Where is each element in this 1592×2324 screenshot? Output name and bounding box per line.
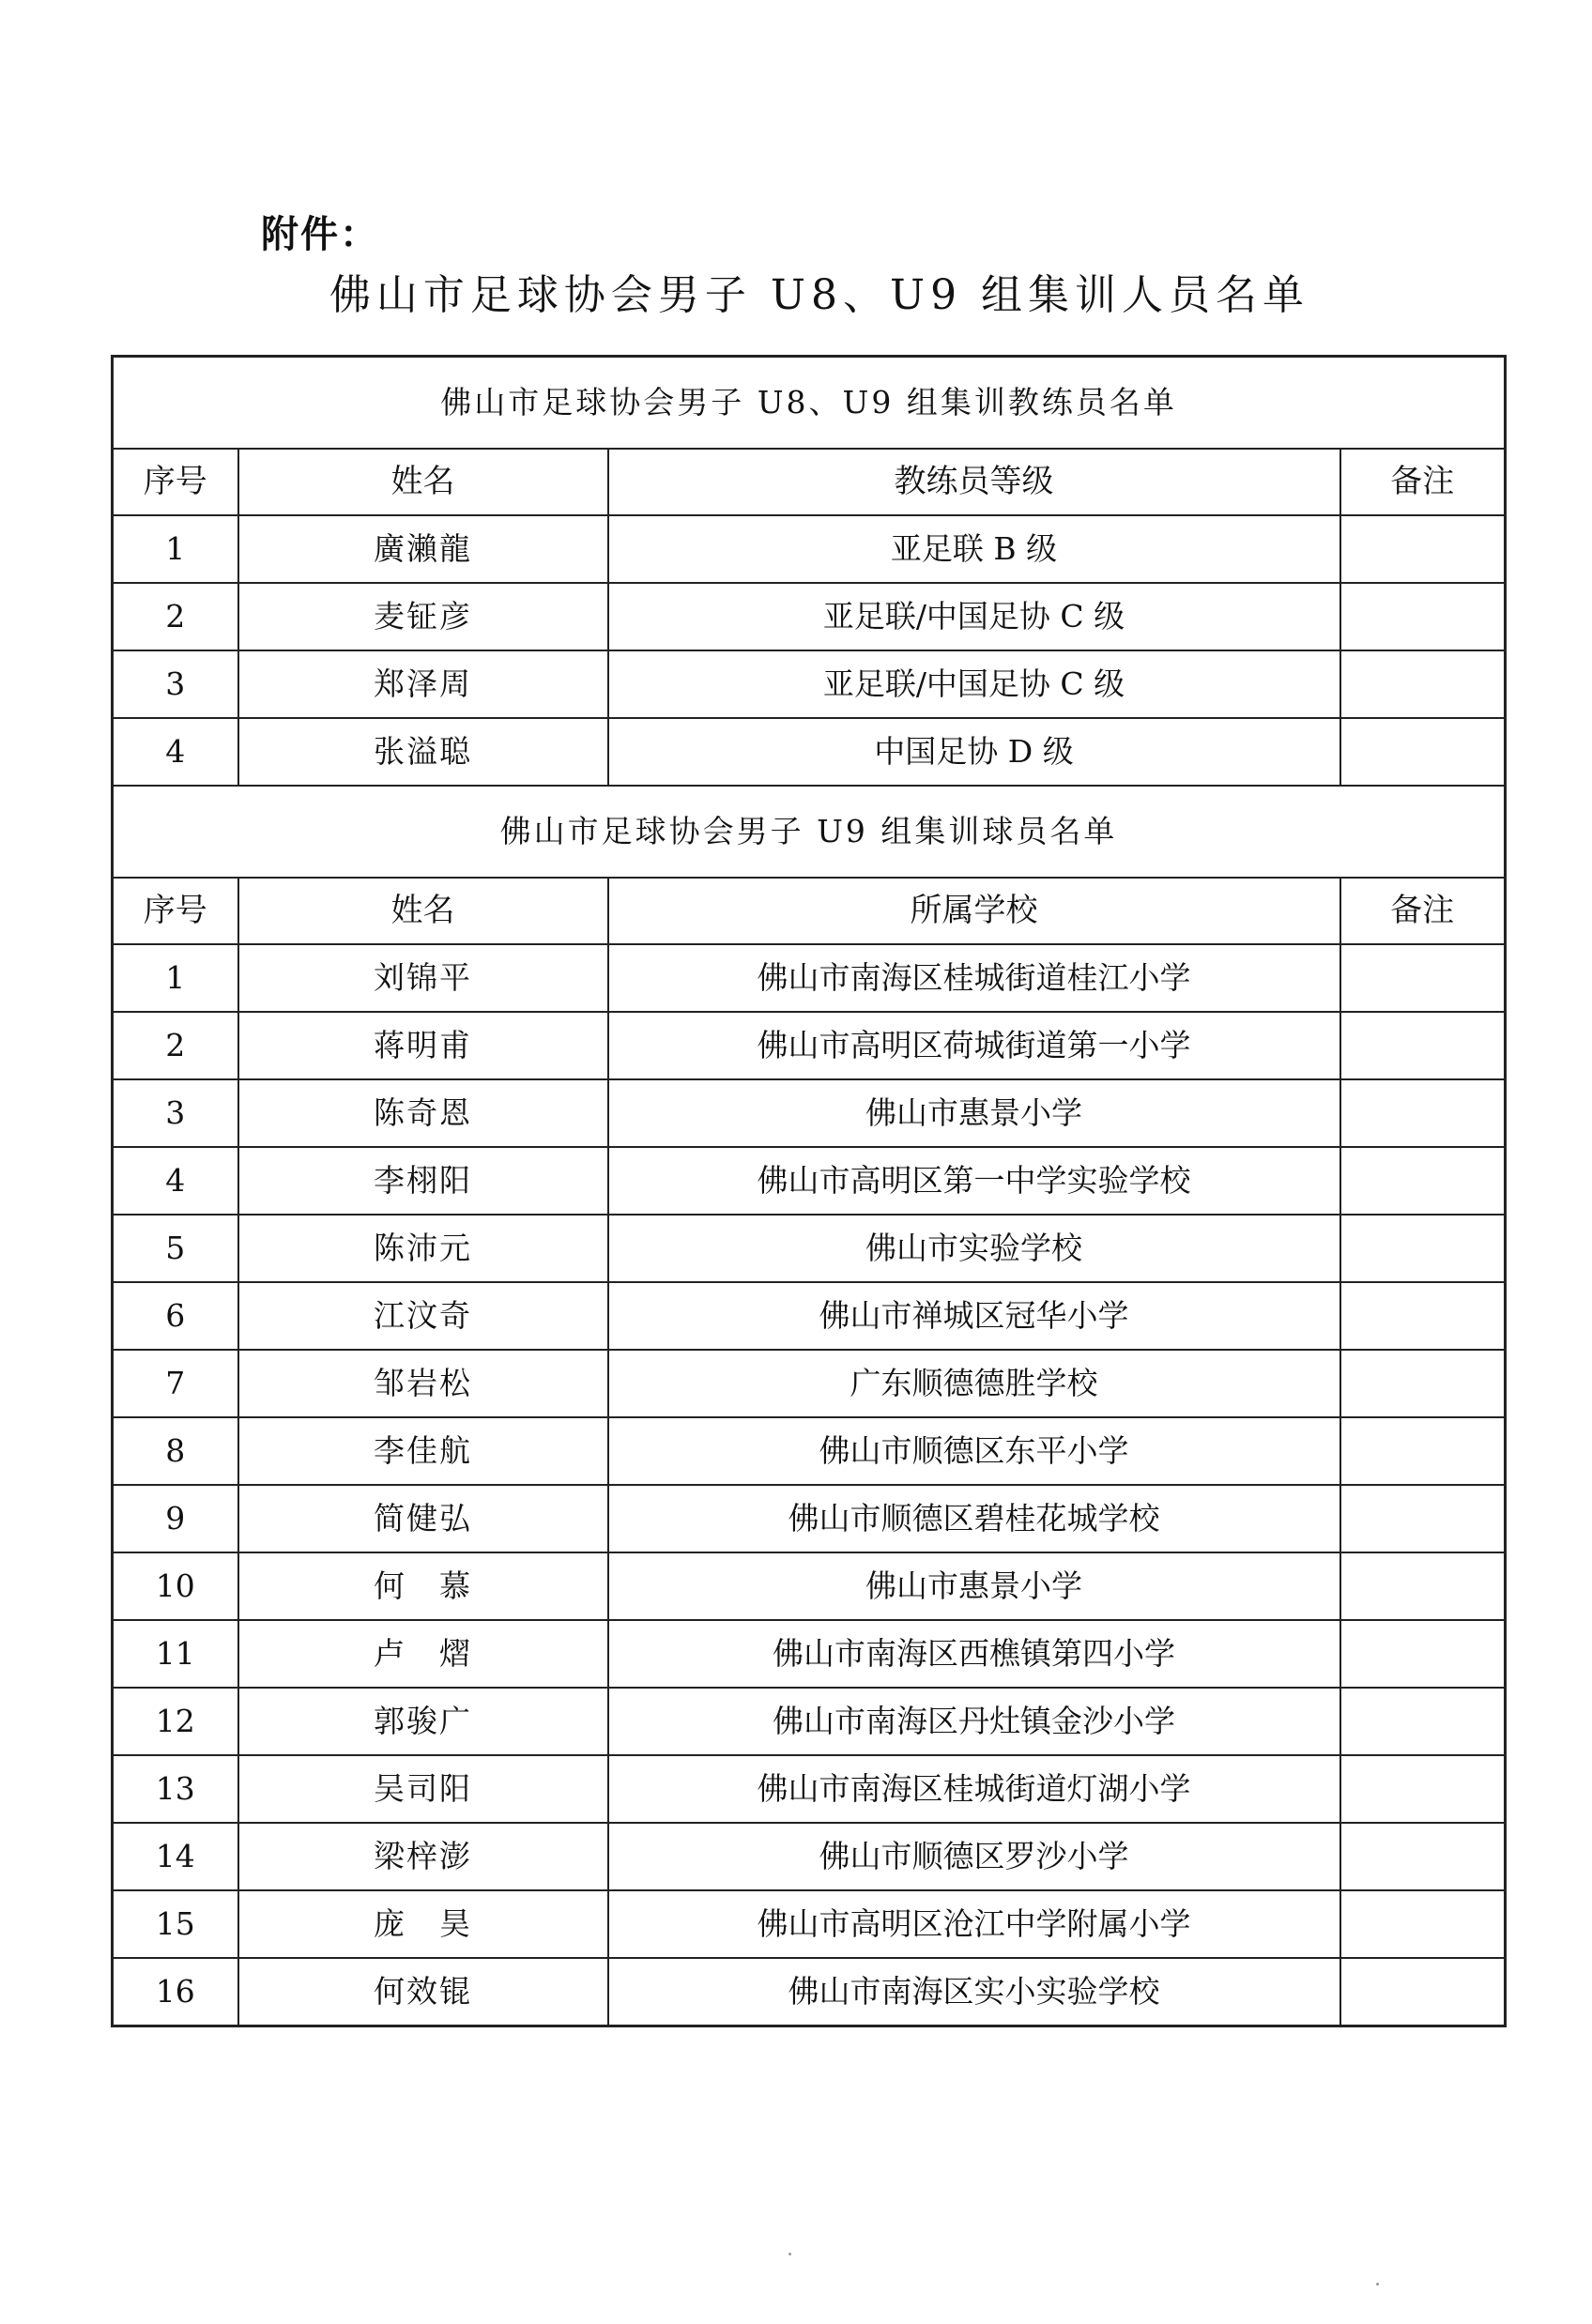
name-cell: 郭骏广	[238, 1688, 608, 1755]
row-number-cell: 4	[113, 718, 238, 786]
player-row	[113, 1890, 1506, 1958]
row-number-cell: 12	[113, 1688, 238, 1755]
remarks-cell	[1340, 1890, 1506, 1958]
coach-row	[113, 583, 1506, 650]
row-number-cell: 2	[113, 583, 238, 650]
player-row	[113, 1147, 1506, 1215]
column-header-school: 所属学校	[608, 878, 1340, 944]
row-number-cell: 5	[113, 1215, 238, 1282]
column-header-name: 姓名	[238, 449, 608, 515]
coach-level-cell: 亚足联/中国足协 C 级	[608, 650, 1340, 718]
school-cell: 佛山市顺德区东平小学	[608, 1417, 1340, 1485]
coaches-header-row	[113, 449, 1506, 515]
player-row	[113, 1215, 1506, 1282]
school-cell: 佛山市南海区桂城街道灯湖小学	[608, 1755, 1340, 1823]
school-cell: 佛山市惠景小学	[608, 1552, 1340, 1620]
name-cell: 简健弘	[238, 1485, 608, 1552]
player-row	[113, 944, 1506, 1012]
player-row	[113, 1552, 1506, 1620]
name-cell: 郑泽周	[238, 650, 608, 718]
remarks-cell	[1340, 1215, 1506, 1282]
player-row	[113, 1485, 1506, 1552]
coach-level-cell: 中国足协 D 级	[608, 718, 1340, 786]
name-cell: 李佳航	[238, 1417, 608, 1485]
remarks-cell	[1340, 1823, 1506, 1890]
name-cell: 蒋明甫	[238, 1012, 608, 1079]
player-row	[113, 1012, 1506, 1079]
row-number-cell: 8	[113, 1417, 238, 1485]
roster-table	[111, 355, 1507, 2027]
name-cell: 吴司阳	[238, 1755, 608, 1823]
column-header-number: 序号	[113, 878, 238, 944]
coach-row	[113, 718, 1506, 786]
school-cell: 佛山市南海区实小实验学校	[608, 1958, 1340, 2026]
school-cell: 佛山市高明区荷城街道第一小学	[608, 1012, 1340, 1079]
row-number-cell: 10	[113, 1552, 238, 1620]
row-number-cell: 9	[113, 1485, 238, 1552]
players-section	[113, 786, 1506, 2026]
remarks-cell	[1340, 1552, 1506, 1620]
name-cell: 庞 昊	[238, 1890, 608, 1958]
remarks-cell	[1340, 583, 1506, 650]
name-cell: 麦钲彦	[238, 583, 608, 650]
row-number-cell: 3	[113, 1079, 238, 1147]
coach-level-cell: 亚足联 B 级	[608, 515, 1340, 583]
column-header-remarks: 备注	[1340, 878, 1506, 944]
scan-speck	[788, 2253, 791, 2255]
row-number-cell: 16	[113, 1958, 238, 2026]
name-cell: 卢 熠	[238, 1620, 608, 1688]
column-header-name: 姓名	[238, 878, 608, 944]
name-cell: 江汶奇	[238, 1282, 608, 1350]
scan-speck	[1376, 2283, 1379, 2286]
name-cell: 刘锦平	[238, 944, 608, 1012]
row-number-cell: 2	[113, 1012, 238, 1079]
name-cell: 李栩阳	[238, 1147, 608, 1215]
coaches-section	[113, 357, 1506, 787]
school-cell: 佛山市顺德区罗沙小学	[608, 1823, 1340, 1890]
name-cell: 何效锟	[238, 1958, 608, 2026]
row-number-cell: 3	[113, 650, 238, 718]
name-cell: 邹岩松	[238, 1350, 608, 1417]
column-header-coach-level: 教练员等级	[608, 449, 1340, 515]
school-cell: 佛山市南海区丹灶镇金沙小学	[608, 1688, 1340, 1755]
row-number-cell: 4	[113, 1147, 238, 1215]
remarks-cell	[1340, 1620, 1506, 1688]
players-header-row	[113, 878, 1506, 944]
remarks-cell	[1340, 1485, 1506, 1552]
remarks-cell	[1340, 1958, 1506, 2026]
attachment-label: 附件：	[261, 213, 379, 256]
remarks-cell	[1340, 1079, 1506, 1147]
players-table-title: 佛山市足球协会男子 U9 组集训球员名单	[113, 786, 1506, 878]
coaches-table-title: 佛山市足球协会男子 U8、U9 组集训教练员名单	[113, 357, 1506, 450]
school-cell: 佛山市顺德区碧桂花城学校	[608, 1485, 1340, 1552]
school-cell: 佛山市高明区沧江中学附属小学	[608, 1890, 1340, 1958]
document-title: 佛山市足球协会男子 U8、U9 组集训人员名单	[329, 271, 1310, 319]
remarks-cell	[1340, 1012, 1506, 1079]
school-cell: 佛山市惠景小学	[608, 1079, 1340, 1147]
player-row	[113, 1079, 1506, 1147]
player-row	[113, 1688, 1506, 1755]
name-cell: 梁梓澎	[238, 1823, 608, 1890]
row-number-cell: 1	[113, 944, 238, 1012]
name-cell: 何 慕	[238, 1552, 608, 1620]
player-row	[113, 1958, 1506, 2026]
player-row	[113, 1620, 1506, 1688]
school-cell: 广东顺德德胜学校	[608, 1350, 1340, 1417]
coach-row	[113, 650, 1506, 718]
remarks-cell	[1340, 1417, 1506, 1485]
player-row	[113, 1417, 1506, 1485]
coach-level-cell: 亚足联/中国足协 C 级	[608, 583, 1340, 650]
row-number-cell: 14	[113, 1823, 238, 1890]
player-row	[113, 1282, 1506, 1350]
remarks-cell	[1340, 944, 1506, 1012]
coach-row	[113, 515, 1506, 583]
name-cell: 陈奇恩	[238, 1079, 608, 1147]
school-cell: 佛山市高明区第一中学实验学校	[608, 1147, 1340, 1215]
row-number-cell: 7	[113, 1350, 238, 1417]
remarks-cell	[1340, 718, 1506, 786]
remarks-cell	[1340, 1282, 1506, 1350]
row-number-cell: 11	[113, 1620, 238, 1688]
school-cell: 佛山市禅城区冠华小学	[608, 1282, 1340, 1350]
column-header-remarks: 备注	[1340, 449, 1506, 515]
row-number-cell: 6	[113, 1282, 238, 1350]
remarks-cell	[1340, 515, 1506, 583]
name-cell: 张溢聪	[238, 718, 608, 786]
row-number-cell: 13	[113, 1755, 238, 1823]
name-cell: 陈沛元	[238, 1215, 608, 1282]
player-row	[113, 1350, 1506, 1417]
player-row	[113, 1823, 1506, 1890]
school-cell: 佛山市南海区桂城街道桂江小学	[608, 944, 1340, 1012]
column-header-number: 序号	[113, 449, 238, 515]
school-cell: 佛山市实验学校	[608, 1215, 1340, 1282]
remarks-cell	[1340, 1688, 1506, 1755]
row-number-cell: 1	[113, 515, 238, 583]
player-row	[113, 1755, 1506, 1823]
remarks-cell	[1340, 1147, 1506, 1215]
remarks-cell	[1340, 1350, 1506, 1417]
remarks-cell	[1340, 650, 1506, 718]
name-cell: 廣瀨龍	[238, 515, 608, 583]
row-number-cell: 15	[113, 1890, 238, 1958]
school-cell: 佛山市南海区西樵镇第四小学	[608, 1620, 1340, 1688]
remarks-cell	[1340, 1755, 1506, 1823]
